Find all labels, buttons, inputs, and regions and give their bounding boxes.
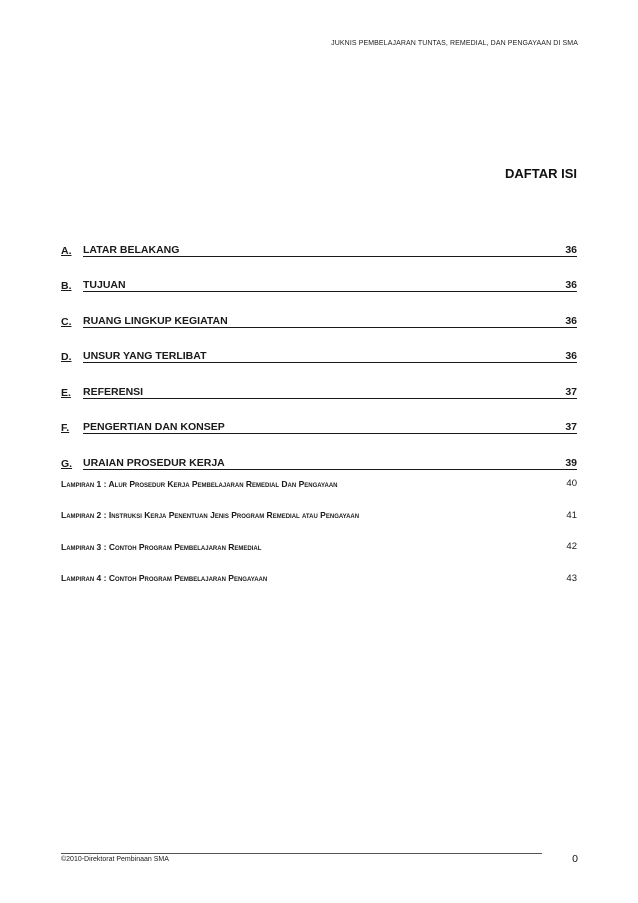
toc-appendix-1[interactable] bbox=[61, 468, 577, 500]
toc-entry-letter: C. bbox=[61, 315, 72, 328]
toc-entry-letter: D. bbox=[61, 351, 72, 363]
toc-entry-g[interactable] bbox=[61, 434, 577, 470]
page-number: 0 bbox=[572, 853, 578, 865]
appendix-title: Lampiran 4 : Contoh Program Pembelajaran Pengayaan bbox=[61, 573, 268, 584]
toc-appendices bbox=[61, 468, 577, 594]
toc-entry-d[interactable] bbox=[61, 328, 577, 364]
toc-appendix-2[interactable] bbox=[61, 500, 577, 532]
toc-entry-title: UNSUR YANG TERLIBAT bbox=[83, 350, 561, 363]
toc-entry-title: TUJUAN bbox=[83, 279, 561, 292]
toc-entry-a[interactable] bbox=[61, 221, 577, 257]
toc-entry-page: 39 bbox=[561, 457, 577, 470]
toc-entry-e[interactable] bbox=[61, 363, 577, 399]
toc-entry-f[interactable] bbox=[61, 399, 577, 435]
toc-entry-title: LATAR BELAKANG bbox=[83, 244, 561, 257]
appendix-page: 41 bbox=[566, 509, 577, 521]
toc-sections bbox=[61, 221, 577, 470]
toc-entry-page: 37 bbox=[561, 386, 577, 399]
toc-entry-title: PENGERTIAN DAN KONSEP bbox=[83, 421, 561, 434]
footer-copyright: ©2010-Direktorat Pembinaan SMA bbox=[61, 856, 169, 863]
toc-entry-letter: B. bbox=[61, 280, 72, 292]
toc-appendix-4[interactable] bbox=[61, 563, 577, 595]
running-header: JUKNIS PEMBELAJARAN TUNTAS, REMEDIAL, DAN PENGAYAAN DI SMA bbox=[331, 40, 578, 47]
toc-appendix-3[interactable] bbox=[61, 531, 577, 563]
toc-entry-title: REFERENSI bbox=[83, 386, 561, 399]
appendix-page: 43 bbox=[566, 572, 577, 584]
toc-entry-page: 37 bbox=[561, 421, 577, 434]
appendix-page: 42 bbox=[566, 541, 577, 553]
toc-entry-letter: F. bbox=[61, 422, 70, 434]
toc-title: DAFTAR ISI bbox=[505, 166, 577, 181]
toc-entry-page: 36 bbox=[561, 244, 577, 257]
appendix-page: 40 bbox=[566, 478, 577, 490]
toc-entry-b[interactable] bbox=[61, 257, 577, 293]
appendix-title: Lampiran 3 : Contoh Program Pembelajaran Remedial bbox=[61, 541, 262, 552]
footer-divider bbox=[61, 853, 542, 854]
toc-entry-c[interactable] bbox=[61, 292, 577, 328]
toc-entry-letter: A. bbox=[61, 244, 72, 257]
appendix-title: Lampiran 1 : Alur Prosedur Kerja Pembelajaran Remedial Dan Pengayaan bbox=[61, 478, 338, 489]
toc-entry-page: 36 bbox=[561, 350, 577, 363]
toc-entry-letter: E. bbox=[61, 386, 71, 399]
toc-entry-title: URAIAN PROSEDUR KERJA bbox=[83, 457, 561, 470]
appendix-title: Lampiran 2 : Instruksi Kerja Penentuan Jenis Program Remedial atau Pengayaan bbox=[61, 510, 360, 521]
toc-entry-page: 36 bbox=[561, 279, 577, 292]
toc-entry-letter: G. bbox=[61, 457, 73, 470]
toc-entry-title: RUANG LINGKUP KEGIATAN bbox=[83, 315, 561, 328]
toc-entry-page: 36 bbox=[561, 315, 577, 328]
